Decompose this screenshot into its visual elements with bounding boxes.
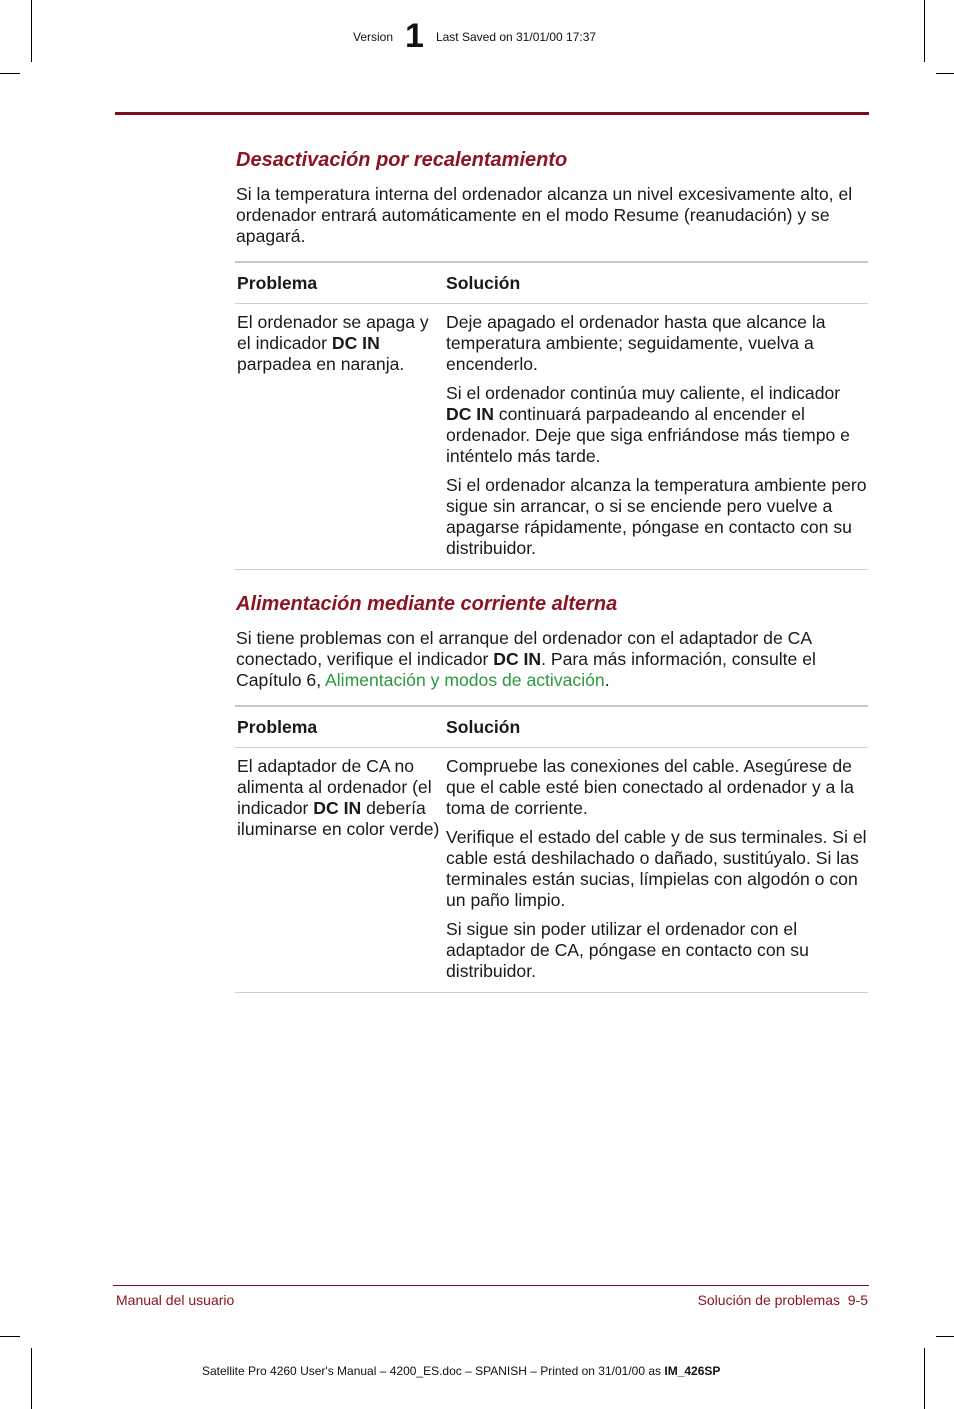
solution-paragraph: Deje apagado el ordenador hasta que alcance la temperatura ambiente; seguidamente, vuelva a encenderlo.	[446, 312, 826, 374]
version-number: 1	[405, 17, 424, 55]
problem-cell	[235, 312, 446, 559]
last-saved: Last Saved on 31/01/00 17:37	[435, 30, 597, 44]
print-text: Satellite Pro 4260 User's Manual – 4200_ES.doc – SPANISH – Printed on 31/01/00 as	[202, 1364, 665, 1378]
problem-text: El ordenador se apaga y el indicador	[237, 312, 429, 353]
table-row	[235, 748, 868, 993]
print-info	[202, 1364, 720, 1378]
header-problem: Problema	[237, 716, 318, 737]
section-ac-power	[236, 593, 868, 616]
solution-paragraph: Si el ordenador alcanza la temperatura ambiente pero sigue sin arrancar, o si se enciende pero vuelve a apagarse rápidamente, póngase en contacto con su distribuidor.	[446, 475, 867, 558]
crop-mark	[0, 1336, 20, 1337]
section-intro-text	[236, 628, 868, 691]
solution-cell	[446, 312, 868, 559]
solution-text: continuará parpadeando al encender el ordenador. Deje que siga enfriándose más tiempo e inténtelo más tarde.	[446, 404, 850, 466]
intro-text: . Para más información, consulte el Capítulo 6,	[236, 649, 816, 690]
section-intro	[236, 184, 868, 247]
dc-in-label: DC IN	[493, 649, 542, 669]
dc-in-label: DC IN	[446, 404, 494, 424]
crop-mark	[936, 1336, 954, 1337]
solution-paragraph: Verifique el estado del cable y de sus terminales. Si el cable está deshilachado o dañado, sustitúyalo. Si las terminales están sucias, límpielas con algodón o con un paño limpio.	[446, 827, 867, 910]
print-code: IM_426SP	[664, 1364, 721, 1378]
table-header	[235, 263, 868, 304]
section-title: Alimentación mediante corriente alterna	[236, 593, 618, 615]
crop-mark	[936, 73, 954, 74]
solution-cell	[446, 756, 868, 982]
footer-manual-title: Manual del usuario	[116, 1292, 235, 1308]
crop-mark	[924, 0, 925, 62]
bottom-rule	[113, 1285, 869, 1286]
intro-text: Si tiene problemas con el arranque del ordenador con el adaptador de CA conectado, verifique el indicador	[236, 628, 812, 669]
dc-in-label: DC IN	[331, 333, 380, 353]
header-problem: Problema	[237, 272, 318, 293]
version-label: Version	[353, 30, 394, 44]
version-header	[353, 17, 597, 55]
solution-paragraph	[446, 383, 868, 467]
solution-paragraph: Compruebe las conexiones del cable. Asegúrese de que el cable esté bien conectado al ordenador y a la toma de corriente.	[446, 756, 854, 818]
problem-text: debería iluminarse en color verde)	[237, 798, 440, 839]
table-header	[235, 707, 868, 748]
section-intro-text: Si la temperatura interna del ordenador alcanza un nivel excesivamente alto, el ordenador entrará automáticamente en el modo Resume (reanudación) y se apagará.	[236, 184, 853, 246]
solution-paragraph: Si sigue sin poder utilizar el ordenador con el adaptador de CA, póngase en contacto con su distribuidor.	[446, 919, 809, 981]
top-rule	[115, 112, 869, 115]
crop-mark	[0, 73, 20, 74]
intro-text: .	[604, 670, 610, 690]
chapter-link[interactable]: Alimentación y modos de activación	[325, 670, 605, 690]
table-row	[235, 304, 868, 570]
dc-in-label: DC IN	[313, 798, 362, 818]
section-title: Desactivación por recalentamiento	[236, 149, 568, 171]
problem-text: parpadea en naranja.	[237, 354, 405, 374]
crop-mark	[31, 0, 32, 62]
problem-cell	[235, 756, 446, 982]
section-intro	[236, 628, 868, 691]
crop-mark	[924, 1348, 925, 1409]
problem-table-overheat	[235, 261, 868, 570]
solution-text: Si el ordenador continúa muy caliente, el indicador	[446, 383, 841, 403]
header-solution: Solución	[446, 272, 521, 293]
problem-text: El adaptador de CA no alimenta al ordenador (el indicador	[237, 756, 432, 818]
section-overheat	[236, 149, 868, 172]
header-solution: Solución	[446, 716, 521, 737]
problem-table-ac	[235, 705, 868, 993]
footer-page-number: Solución de problemas 9-5	[697, 1292, 868, 1308]
crop-mark	[31, 1348, 32, 1409]
